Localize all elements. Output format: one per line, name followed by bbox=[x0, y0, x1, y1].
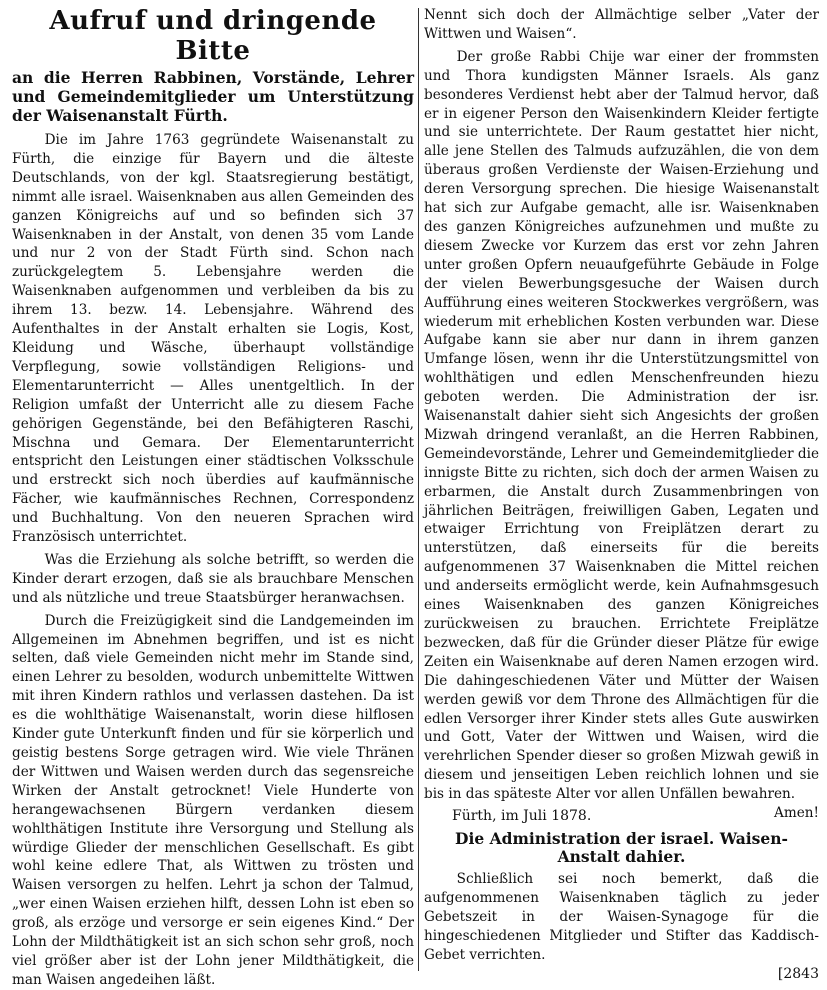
signature: Die Administration der israel. Waisen-Anstalt dahier. bbox=[455, 829, 788, 867]
notice-number: [2843 bbox=[777, 965, 819, 982]
appeal-title: Aufruf und dringende Bitte bbox=[49, 6, 377, 66]
amen-text: Amen! bbox=[774, 805, 819, 822]
place-date: Fürth, im Juli 1878. bbox=[452, 808, 592, 825]
column-divider bbox=[418, 8, 419, 971]
body-paragraph: Durch die Freizügigkeit sind die Landgemeinden im Allgemeinen im Abnehmen begriffen, und ist es nicht selten, daß viele Gemeinden nicht mehr im Stande sind, einen Lehrer zu besolden, wodurch unbemittelte Wittwen mit ihren Kindern rathlos und verlassen dastehen. Da ist es die wohlthätige Waisenanstalt, worin diese hilflosen Kinder gute Unterkunft finden und für sie körperlich und geistig bestens Sorge getragen wird. Wie viele Thränen der Wittwen und Waisen werden durch das segensreiche Wirken der Anstalt getrocknet! Viele Hunderte von herangewachsenen Bürgern verdanken diesem wohlthätigen Institute ihre Versorgung und Stellung als würdige Glieder der menschlichen Gesellschaft. Es gibt wohl keine edlere That, als Wittwen zu trösten und Waisen versorgen zu helfen. Lehrt ja schon der Talmud, „wer einen Waisen erziehen hilft, dessen Lohn ist eben so groß, als erzöge und versorge er sein eigenes Kind.“ Der Lohn der Mildthätigkeit ist an sich schon sehr groß, noch viel größer aber ist der Lohn jener Mildthätigkeit, die man Waisen angedeihen läßt. bbox=[12, 612, 414, 988]
postscript: Schließlich sei noch bemerkt, daß die aufgenommenen Waisenknaben täglich zu jeder Gebetszeit in der Waisen-Synagoge für die hingeschiedenen Mitglieder und Stifter das Kaddisch-Gebet verrichten. bbox=[424, 871, 819, 963]
right-column bbox=[424, 6, 819, 982]
body-paragraph: Die im Jahre 1763 gegründete Waisenanstalt zu Fürth, die einzige für Bayern und die älteste Deutschlands, von der kgl. Staatsregierung bestätigt, nimmt alle israel. Waisenknaben aus allen Gemeinden des ganzen Königreichs auf und so befinden sich 37 Waisenknaben in der Anstalt, von denen 35 vom Lande und nur 2 von der Stadt Fürth sind. Schon nach zurückgelegtem 5. Lebensjahre werden die Waisenknaben aufgenommen und verbleiben da bis zu ihrem 13. bezw. 14. Lebensjahre. Während des Aufenthaltes in der Anstalt erhalten sie Logis, Kost, Kleidung und Wäsche, überhaupt vollständige Verpflegung, sowie vollständigen Religions- und Elementarunterricht — Alles unentgeltlich. In der Religion umfaßt der Unterricht alle zu diesem Fache gehörigen Gegenstände, bei den Befähigteren Raschi, Mischna und Gemara. Der Elementarunterricht entspricht den Leistungen einer städtischen Volksschule und erstreckt sich noch überdies auf kaufmännische Fächer, wie kaufmännisches Rechnen, Correspondenz und Buchhaltung. Von den neueren Sprachen wird Französisch unterrichtet. bbox=[12, 132, 414, 546]
body-paragraph: Nennt sich doch der Allmächtige selber „Vater der Wittwen und Waisen“. bbox=[424, 7, 819, 42]
left-column bbox=[12, 6, 414, 988]
appeal-subtitle: an die Herren Rabbinen, Vorstände, Lehrer und Gemeindemitglieder um Unterstützung der Waisenanstalt Fürth. bbox=[12, 68, 414, 125]
body-paragraph: Was die Erziehung als solche betrifft, so werden die Kinder derart erzogen, daß sie als brauchbare Menschen und als nützliche und treue Staatsbürger heranwachsen. bbox=[12, 551, 414, 606]
body-paragraph-text: Der große Rabbi Chije war einer der frommsten und Thora kundigsten Männer Israels. Als ganz besonderes Verdienst hebt aber der Talmud hervor, daß er in eigener Person den Waisenkindern Kleider fertigte und sie unterrichtete. Der Raum gestattet hier nicht, alle jene Stellen des Talmuds aufzuzählen, die von dem überaus großen Verdienste der Waisen-Erziehung und deren Versorgung sprechen. Die hiesige Waisenanstalt hat sich zur Aufgabe gemacht, alle isr. Waisenknaben des ganzen Königreiches aufzunehmen und mußte zu diesem Zwecke vor Kurzem das erst vor zehn Jahren unter großen Opfern neuaufgeführte Gebäude in Folge der vielen Bewerbungsgesuche der Waisen durch Aufführung eines weiteren Stockwerkes vergrößern, was wiederum mit erheblichen Kosten verbunden war. Diese Aufgabe kann sie aber nur dann in ihrem ganzen Umfange lösen, wenn ihr die Unterstützungsmittel von wohlthätigen und edlen Menschenfreunden hiezu geboten werden. Die Administration der isr. Waisenanstalt dahier sieht sich Angesichts der großen Mizwah dringend veranlaßt, an die Herren Rabbinen, Gemeindevorstände, Lehrer und Gemeindemitglieder die innigste Bitte zu richten, sich doch der armen Waisen zu erbarmen, die Anstalt durch Zusammenbringen von jährlichen Beiträgen, freiwilligen Gaben, Legaten und etwaiger Errichtung von Freiplätzen derart zu unterstützen, daß einerseits für die bereits aufgenommenen 37 Waisenknaben die Mittel reichen und anderseits ermöglicht werde, kein Aufnahmsgesuch eines Waisenknaben des ganzen Königreiches zurückweisen zu brauchen. Errichtete Freiplätze bezwecken, daß für die Gründer dieser Plätze für ewige Zeiten ein Waisenknabe auf deren Namen erzogen wird. Die dahingeschiedenen Väter und Mütter der Waisen werden gewiß vor dem Throne des Allmächtigen für die edlen Versorger ihrer Kinder stets alles Gute auswirken und Gott, Vater der Wittwen und Waisen, wird die verehrlichen Spender dieser so großen Mizwah gewiß in diesem und jenseitigen Leben reichlich lohnen und sie bis in das späteste Alter vor allen Unfällen bewahren. bbox=[424, 48, 819, 803]
